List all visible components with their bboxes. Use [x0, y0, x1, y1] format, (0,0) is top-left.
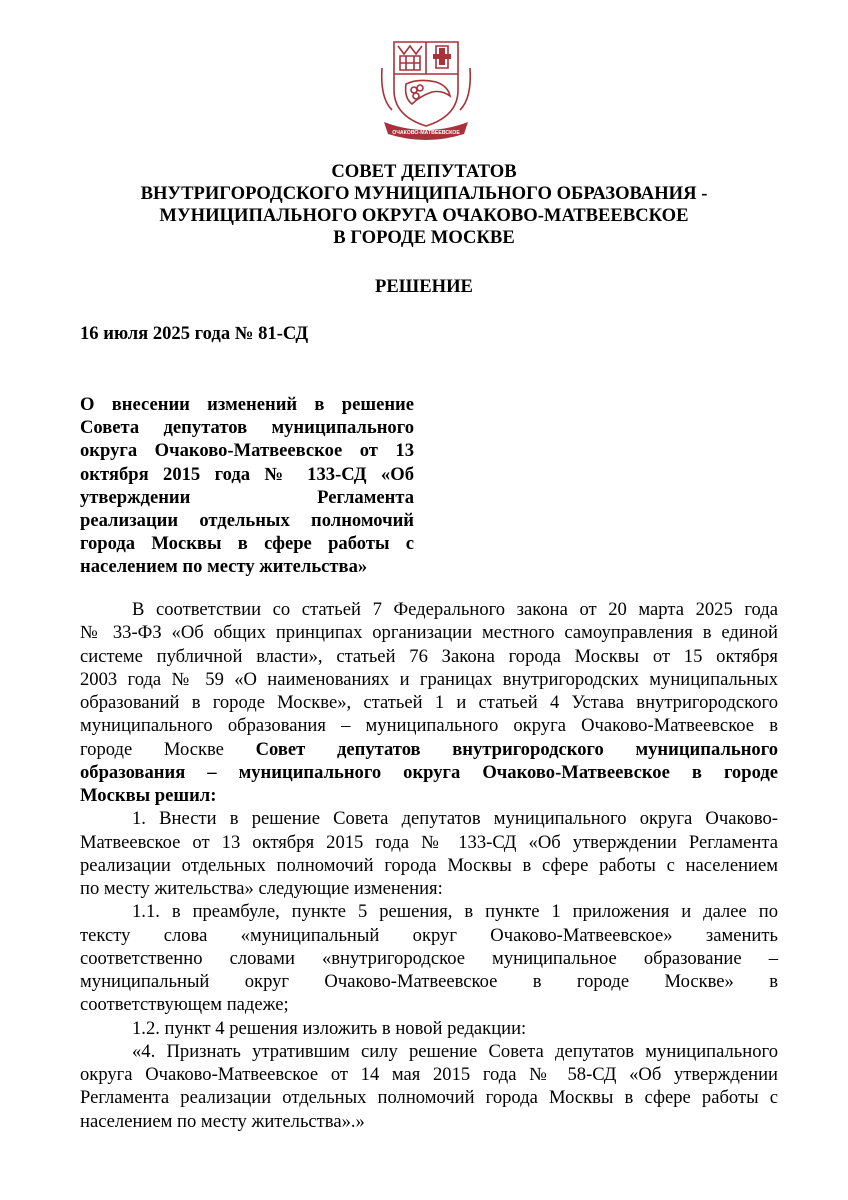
subject-line: утверждении Регламента — [80, 486, 414, 508]
date-and-number: 16 июля 2025 года № 81-СД — [80, 323, 309, 344]
preamble-line: образований в городе Москве», статьей 1 и статьей 4 Устава внутригородского — [80, 692, 778, 713]
preamble-line: 2003 года № 59 «О наименованиях и границах внутригородских муниципальных — [80, 668, 778, 690]
document-type-title: РЕШЕНИЕ — [375, 276, 473, 297]
subject-line: реализации отдельных полномочий — [80, 510, 414, 532]
preamble-text: городе Москве — [80, 738, 256, 760]
council-header — [70, 161, 778, 249]
item-1-1-line: соответствующем падеже; — [80, 994, 289, 1016]
preamble-line: № 33-ФЗ «Об общих принципах организации местного самоуправления в единой — [80, 622, 778, 644]
item-1-2-line: 1.2. пункт 4 решения изложить в новой редакции: — [132, 1017, 527, 1039]
item-1-1-line: муниципальный округ Очаково-Матвеевское в городе Москве» в — [80, 971, 778, 992]
preamble-line — [80, 738, 778, 761]
item-1-line: Матвеевское от 13 октября 2015 года № 133-СД «Об утверждении Регламента — [80, 831, 778, 853]
subject-line: округа Очаково-Матвеевское от 13 — [80, 440, 414, 462]
header-line-3: МУНИЦИПАЛЬНОГО ОКРУГА ОЧАКОВО-МАТВЕЕВСКОЕ — [159, 205, 689, 226]
new-clause-line: «4. Признать утратившим силу решение Совета депутатов муниципального — [132, 1040, 778, 1062]
new-clause-line: населением по месту жительства».» — [80, 1110, 365, 1132]
council-resolved-text: Совет депутатов внутригородского муниципального — [255, 738, 778, 760]
decision-subject — [80, 393, 414, 579]
council-resolved-line: Москвы решил: — [80, 785, 217, 806]
item-1-1-line: 1.1. в преамбуле, пункте 5 решения, в пункте 1 приложения и далее по — [132, 901, 778, 923]
header-line-1: СОВЕТ ДЕПУТАТОВ — [331, 161, 517, 182]
council-resolved-line: образования – муниципального округа Очаково-Матвеевское в городе — [80, 761, 778, 783]
new-clause-line: округа Очаково-Матвеевское от 14 мая 2015 года № 58-СД «Об утверждении — [80, 1064, 778, 1085]
preamble-line: В соответствии со статьей 7 Федерального закона от 20 марта 2025 года — [132, 599, 778, 620]
subject-line: октября 2015 года № 133-СД «Об — [80, 463, 414, 485]
item-1-line: по месту жительства» следующие изменения: — [80, 878, 443, 899]
header-line-2: ВНУТРИГОРОДСКОГО МУНИЦИПАЛЬНОГО ОБРАЗОВАНИЯ - — [140, 183, 708, 204]
header-line-4: В ГОРОДЕ МОСКВЕ — [333, 227, 515, 248]
coat-of-arms-emblem — [378, 38, 474, 140]
item-1-1-line: тексту слова «муниципальный округ Очаково-Матвеевское» заменить — [80, 924, 778, 946]
preamble-line: системе публичной власти», статьей 76 Закона города Москвы от 15 октября — [80, 645, 778, 667]
preamble-line: муниципального образования – муниципального округа Очаково-Матвеевское в — [80, 715, 778, 737]
subject-line: Совета депутатов муниципального — [80, 417, 414, 439]
subject-line: города Москвы в сфере работы с — [80, 533, 414, 555]
new-clause-line: Регламента реализации отдельных полномочий города Москвы в сфере работы с — [80, 1087, 778, 1109]
decision-body — [80, 598, 778, 1133]
item-1-line: реализации отдельных полномочий города Москвы в сфере работы с населением — [80, 854, 778, 876]
subject-line: населением по месту жительства» — [80, 556, 368, 578]
svg-text:ОЧАКОВО-МАТВЕЕВСКОЕ: ОЧАКОВО-МАТВЕЕВСКОЕ — [392, 130, 460, 136]
subject-line: О внесении изменений в решение — [80, 394, 414, 415]
item-1-1-line: соответственно словами «внутригородское муниципальное образование – — [80, 947, 778, 969]
item-1-line: 1. Внести в решение Совета депутатов муниципального округа Очаково- — [132, 808, 778, 830]
